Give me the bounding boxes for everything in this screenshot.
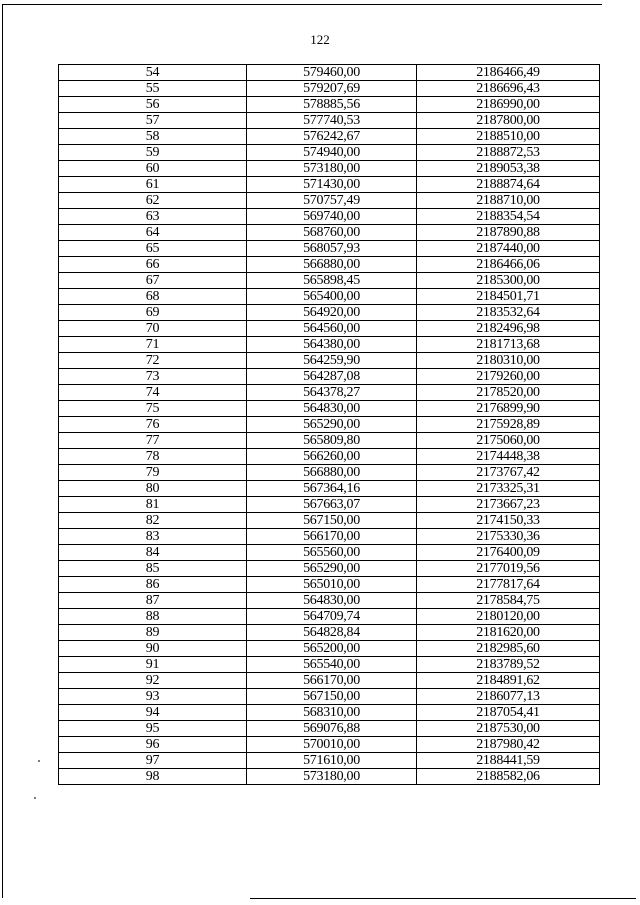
- y-coordinate-cell: 2178584,75: [417, 593, 600, 609]
- point-number-cell: 85: [59, 561, 247, 577]
- table-row: [59, 593, 600, 609]
- y-coordinate-cell: 2181620,00: [417, 625, 600, 641]
- point-number-cell: 82: [59, 513, 247, 529]
- x-coordinate-cell: 569740,00: [247, 209, 417, 225]
- x-coordinate-cell: 576242,67: [247, 129, 417, 145]
- table-row: [59, 657, 600, 673]
- point-number-cell: 61: [59, 177, 247, 193]
- point-number-cell: 80: [59, 481, 247, 497]
- y-coordinate-cell: 2174448,38: [417, 449, 600, 465]
- y-coordinate-cell: 2173325,31: [417, 481, 600, 497]
- point-number-cell: 92: [59, 673, 247, 689]
- table-row: [59, 513, 600, 529]
- coordinates-table-body: [59, 65, 600, 785]
- x-coordinate-cell: 564920,00: [247, 305, 417, 321]
- y-coordinate-cell: 2187440,00: [417, 241, 600, 257]
- point-number-cell: 95: [59, 721, 247, 737]
- y-coordinate-cell: 2188872,53: [417, 145, 600, 161]
- x-coordinate-cell: 565560,00: [247, 545, 417, 561]
- x-coordinate-cell: 568310,00: [247, 705, 417, 721]
- y-coordinate-cell: 2178520,00: [417, 385, 600, 401]
- x-coordinate-cell: 566170,00: [247, 673, 417, 689]
- point-number-cell: 86: [59, 577, 247, 593]
- y-coordinate-cell: 2182496,98: [417, 321, 600, 337]
- point-number-cell: 65: [59, 241, 247, 257]
- point-number-cell: 67: [59, 273, 247, 289]
- point-number-cell: 76: [59, 417, 247, 433]
- table-row: [59, 209, 600, 225]
- y-coordinate-cell: 2188710,00: [417, 193, 600, 209]
- table-row: [59, 769, 600, 785]
- x-coordinate-cell: 565010,00: [247, 577, 417, 593]
- y-coordinate-cell: 2177817,64: [417, 577, 600, 593]
- table-row: [59, 673, 600, 689]
- y-coordinate-cell: 2188582,06: [417, 769, 600, 785]
- table-row: [59, 385, 600, 401]
- x-coordinate-cell: 577740,53: [247, 113, 417, 129]
- x-coordinate-cell: 568760,00: [247, 225, 417, 241]
- x-coordinate-cell: 573180,00: [247, 769, 417, 785]
- y-coordinate-cell: 2188441,59: [417, 753, 600, 769]
- point-number-cell: 79: [59, 465, 247, 481]
- x-coordinate-cell: 564828,84: [247, 625, 417, 641]
- point-number-cell: 94: [59, 705, 247, 721]
- table-row: [59, 161, 600, 177]
- x-coordinate-cell: 574940,00: [247, 145, 417, 161]
- x-coordinate-cell: 564830,00: [247, 401, 417, 417]
- x-coordinate-cell: 565290,00: [247, 417, 417, 433]
- y-coordinate-cell: 2185300,00: [417, 273, 600, 289]
- x-coordinate-cell: 564287,08: [247, 369, 417, 385]
- page-number: 122: [310, 32, 330, 47]
- table-row: [59, 321, 600, 337]
- point-number-cell: 98: [59, 769, 247, 785]
- table-row: [59, 705, 600, 721]
- table-row: [59, 353, 600, 369]
- table-row: [59, 641, 600, 657]
- table-row: [59, 625, 600, 641]
- page-border-top: [2, 4, 602, 5]
- page-border-bottom: [250, 898, 636, 899]
- table-row: [59, 193, 600, 209]
- x-coordinate-cell: 566880,00: [247, 465, 417, 481]
- y-coordinate-cell: 2186990,00: [417, 97, 600, 113]
- x-coordinate-cell: 579460,00: [247, 65, 417, 81]
- x-coordinate-cell: 567364,16: [247, 481, 417, 497]
- x-coordinate-cell: 579207,69: [247, 81, 417, 97]
- y-coordinate-cell: 2184501,71: [417, 289, 600, 305]
- table-row: [59, 753, 600, 769]
- x-coordinate-cell: 564709,74: [247, 609, 417, 625]
- scan-speck: [34, 797, 36, 799]
- y-coordinate-cell: 2188874,64: [417, 177, 600, 193]
- table-row: [59, 481, 600, 497]
- y-coordinate-cell: 2175928,89: [417, 417, 600, 433]
- table-row: [59, 65, 600, 81]
- y-coordinate-cell: 2175330,36: [417, 529, 600, 545]
- table-row: [59, 97, 600, 113]
- x-coordinate-cell: 569076,88: [247, 721, 417, 737]
- x-coordinate-cell: 571610,00: [247, 753, 417, 769]
- point-number-cell: 75: [59, 401, 247, 417]
- table-row: [59, 609, 600, 625]
- y-coordinate-cell: 2176899,90: [417, 401, 600, 417]
- point-number-cell: 62: [59, 193, 247, 209]
- y-coordinate-cell: 2189053,38: [417, 161, 600, 177]
- y-coordinate-cell: 2187530,00: [417, 721, 600, 737]
- scan-speck: [38, 760, 40, 762]
- x-coordinate-cell: 568057,93: [247, 241, 417, 257]
- x-coordinate-cell: 565400,00: [247, 289, 417, 305]
- point-number-cell: 64: [59, 225, 247, 241]
- point-number-cell: 66: [59, 257, 247, 273]
- y-coordinate-cell: 2174150,33: [417, 513, 600, 529]
- y-coordinate-cell: 2188510,00: [417, 129, 600, 145]
- y-coordinate-cell: 2187890,88: [417, 225, 600, 241]
- y-coordinate-cell: 2180310,00: [417, 353, 600, 369]
- point-number-cell: 68: [59, 289, 247, 305]
- y-coordinate-cell: 2186466,49: [417, 65, 600, 81]
- table-row: [59, 529, 600, 545]
- point-number-cell: 84: [59, 545, 247, 561]
- table-row: [59, 689, 600, 705]
- point-number-cell: 71: [59, 337, 247, 353]
- table-row: [59, 289, 600, 305]
- table-row: [59, 241, 600, 257]
- table-row: [59, 113, 600, 129]
- table-row: [59, 545, 600, 561]
- y-coordinate-cell: 2187054,41: [417, 705, 600, 721]
- table-row: [59, 257, 600, 273]
- table-row: [59, 129, 600, 145]
- table-row: [59, 561, 600, 577]
- y-coordinate-cell: 2173667,23: [417, 497, 600, 513]
- point-number-cell: 58: [59, 129, 247, 145]
- y-coordinate-cell: 2186466,06: [417, 257, 600, 273]
- x-coordinate-cell: 567150,00: [247, 513, 417, 529]
- point-number-cell: 91: [59, 657, 247, 673]
- point-number-cell: 60: [59, 161, 247, 177]
- x-coordinate-cell: 570757,49: [247, 193, 417, 209]
- table-row: [59, 449, 600, 465]
- x-coordinate-cell: 564830,00: [247, 593, 417, 609]
- point-number-cell: 93: [59, 689, 247, 705]
- y-coordinate-cell: 2183789,52: [417, 657, 600, 673]
- x-coordinate-cell: 567150,00: [247, 689, 417, 705]
- point-number-cell: 97: [59, 753, 247, 769]
- y-coordinate-cell: 2184891,62: [417, 673, 600, 689]
- x-coordinate-cell: 565540,00: [247, 657, 417, 673]
- point-number-cell: 96: [59, 737, 247, 753]
- point-number-cell: 63: [59, 209, 247, 225]
- table-row: [59, 497, 600, 513]
- table-row: [59, 369, 600, 385]
- table-row: [59, 433, 600, 449]
- table-row: [59, 401, 600, 417]
- x-coordinate-cell: 573180,00: [247, 161, 417, 177]
- table-row: [59, 417, 600, 433]
- point-number-cell: 83: [59, 529, 247, 545]
- y-coordinate-cell: 2179260,00: [417, 369, 600, 385]
- y-coordinate-cell: 2176400,09: [417, 545, 600, 561]
- table-row: [59, 465, 600, 481]
- table-row: [59, 145, 600, 161]
- point-number-cell: 73: [59, 369, 247, 385]
- x-coordinate-cell: 566260,00: [247, 449, 417, 465]
- table-row: [59, 273, 600, 289]
- x-coordinate-cell: 567663,07: [247, 497, 417, 513]
- point-number-cell: 59: [59, 145, 247, 161]
- point-number-cell: 88: [59, 609, 247, 625]
- y-coordinate-cell: 2188354,54: [417, 209, 600, 225]
- point-number-cell: 74: [59, 385, 247, 401]
- point-number-cell: 57: [59, 113, 247, 129]
- y-coordinate-cell: 2175060,00: [417, 433, 600, 449]
- point-number-cell: 89: [59, 625, 247, 641]
- point-number-cell: 55: [59, 81, 247, 97]
- y-coordinate-cell: 2182985,60: [417, 641, 600, 657]
- y-coordinate-cell: 2187980,42: [417, 737, 600, 753]
- point-number-cell: 69: [59, 305, 247, 321]
- y-coordinate-cell: 2180120,00: [417, 609, 600, 625]
- x-coordinate-cell: 564378,27: [247, 385, 417, 401]
- x-coordinate-cell: 564380,00: [247, 337, 417, 353]
- x-coordinate-cell: 564560,00: [247, 321, 417, 337]
- point-number-cell: 72: [59, 353, 247, 369]
- x-coordinate-cell: 565200,00: [247, 641, 417, 657]
- point-number-cell: 70: [59, 321, 247, 337]
- table-row: [59, 225, 600, 241]
- table-row: [59, 337, 600, 353]
- table-row: [59, 721, 600, 737]
- y-coordinate-cell: 2183532,64: [417, 305, 600, 321]
- y-coordinate-cell: 2177019,56: [417, 561, 600, 577]
- table-row: [59, 305, 600, 321]
- x-coordinate-cell: 565898,45: [247, 273, 417, 289]
- x-coordinate-cell: 566880,00: [247, 257, 417, 273]
- page-border-left: [2, 4, 3, 898]
- x-coordinate-cell: 578885,56: [247, 97, 417, 113]
- table-row: [59, 737, 600, 753]
- table-row: [59, 577, 600, 593]
- x-coordinate-cell: 570010,00: [247, 737, 417, 753]
- y-coordinate-cell: 2187800,00: [417, 113, 600, 129]
- point-number-cell: 77: [59, 433, 247, 449]
- point-number-cell: 56: [59, 97, 247, 113]
- y-coordinate-cell: 2173767,42: [417, 465, 600, 481]
- point-number-cell: 81: [59, 497, 247, 513]
- point-number-cell: 90: [59, 641, 247, 657]
- table-row: [59, 81, 600, 97]
- table-row: [59, 177, 600, 193]
- point-number-cell: 54: [59, 65, 247, 81]
- point-number-cell: 87: [59, 593, 247, 609]
- coordinates-table: [58, 64, 600, 785]
- x-coordinate-cell: 564259,90: [247, 353, 417, 369]
- x-coordinate-cell: 565809,80: [247, 433, 417, 449]
- y-coordinate-cell: 2186696,43: [417, 81, 600, 97]
- x-coordinate-cell: 565290,00: [247, 561, 417, 577]
- y-coordinate-cell: 2181713,68: [417, 337, 600, 353]
- x-coordinate-cell: 571430,00: [247, 177, 417, 193]
- y-coordinate-cell: 2186077,13: [417, 689, 600, 705]
- x-coordinate-cell: 566170,00: [247, 529, 417, 545]
- point-number-cell: 78: [59, 449, 247, 465]
